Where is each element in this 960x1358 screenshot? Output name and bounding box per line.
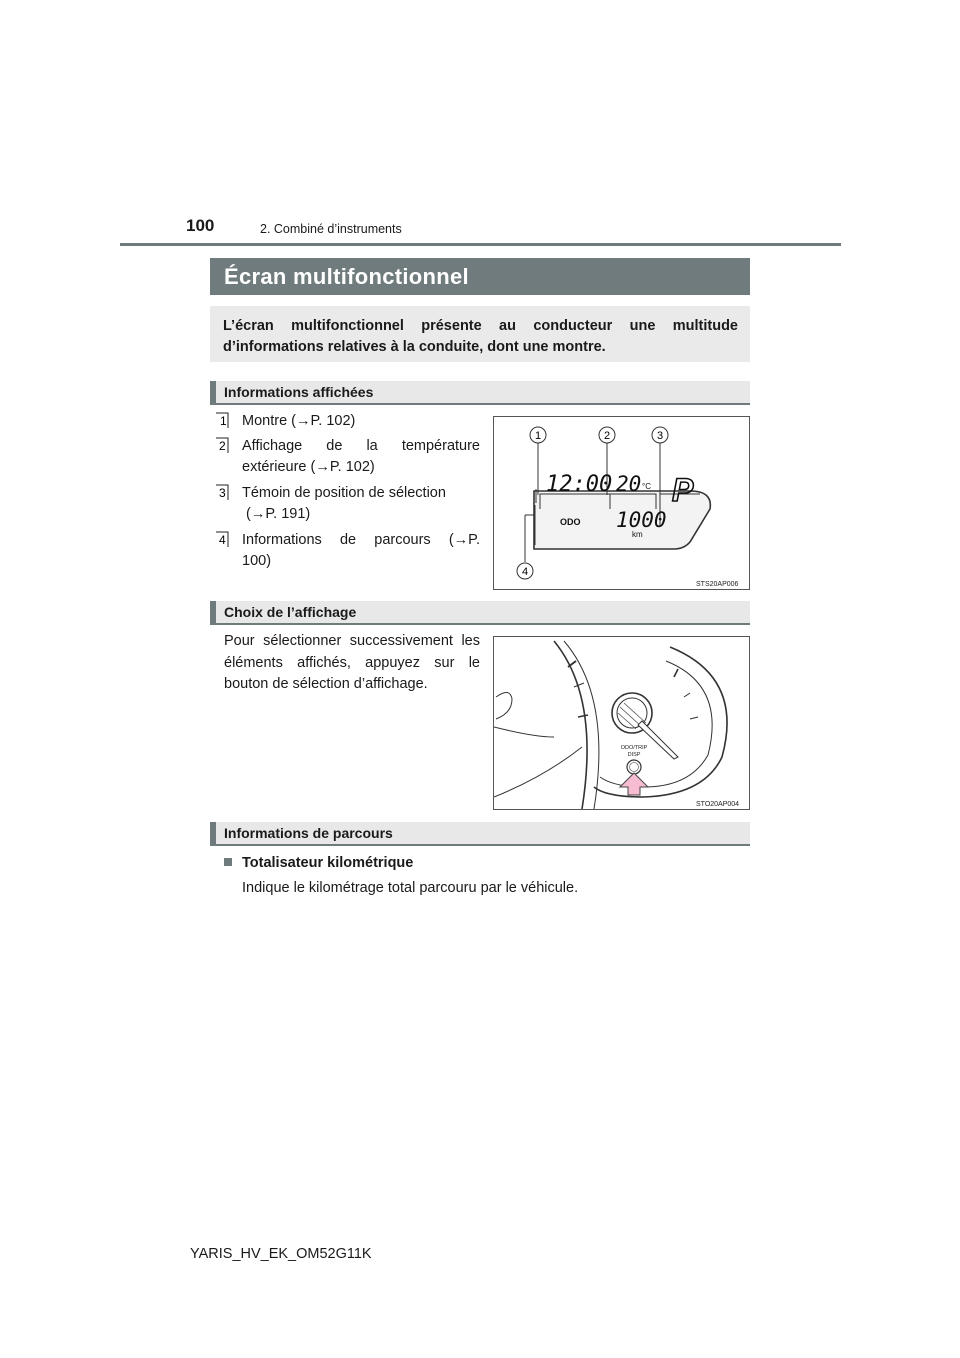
callout-4: [517, 563, 533, 579]
temperature-readout: 20: [616, 472, 642, 496]
list-item-3-text-1: Témoin de position de sélection: [242, 485, 446, 501]
list-item-2-text-2: extérieure (→P. 102): [242, 459, 375, 475]
number-2-icon: [215, 437, 229, 454]
choice-text-line-3: bouton de sélection d’affichage.: [224, 676, 428, 692]
callout-1: [530, 427, 546, 443]
list-item-4: [215, 530, 480, 572]
callout-3: [652, 427, 668, 443]
callout-2: [599, 427, 615, 443]
gear-indicator: P: [672, 472, 694, 508]
section-header-trip: Informations de parcours: [210, 822, 750, 846]
cluster-illustration: [494, 637, 749, 809]
figure-code: STS20AP006: [696, 581, 739, 588]
odo-readout: 1000: [616, 508, 667, 532]
section-header-choice: Choix de l’affichage: [210, 601, 750, 625]
list-item-2: [215, 436, 480, 478]
list-item-3-text-2: (→P. 191): [246, 506, 311, 522]
intro-line-1: L’écran multifonctionnel présente au conducteur une multitude: [223, 318, 738, 334]
list-item-3: [215, 483, 480, 525]
clock-readout: 12:00: [546, 472, 613, 497]
temperature-unit: °C: [642, 482, 651, 491]
display-figure: [493, 416, 750, 590]
odometer-heading-text: Totalisateur kilométrique: [242, 855, 414, 871]
svg-text:3: 3: [656, 430, 664, 442]
button-label-odo-trip: ODO/TRIP: [620, 745, 648, 751]
odometer-heading: [224, 855, 413, 871]
svg-text:4: 4: [521, 566, 529, 578]
svg-text:1: 1: [220, 414, 227, 428]
button-label-disp: DISP: [627, 752, 641, 758]
intro-box: [210, 306, 750, 362]
footer-code: YARIS_HV_EK_OM52G11K: [190, 1246, 372, 1262]
page-number: 100: [186, 216, 215, 235]
square-bullet-icon: [224, 858, 232, 866]
list-item-1: [215, 411, 480, 432]
odo-trip-button: [627, 760, 641, 774]
figure-code: STO20AP004: [696, 801, 740, 808]
odometer-description: Indique le kilométrage total parcouru par le véhicule.: [242, 880, 579, 896]
arrow-up-icon: [620, 773, 648, 795]
chapter-title: 2. Combiné d’instruments: [260, 222, 402, 236]
list-item-2-text-1: Affichage de la température: [242, 438, 480, 454]
svg-text:3: 3: [219, 486, 226, 500]
page-title: Écran multifonctionnel: [210, 258, 750, 295]
section-header-info: Informations affichées: [210, 381, 750, 405]
choice-text-line-1: Pour sélectionner successivement les: [224, 633, 480, 649]
cluster-figure: [493, 636, 750, 810]
list-item-4-text-2: 100): [242, 553, 272, 569]
number-4-icon: [215, 531, 229, 548]
list-item-1-text: Montre (→P. 102): [242, 413, 356, 429]
choice-text-line-2: éléments affichés, appuyez sur le: [224, 654, 480, 671]
svg-text:2: 2: [603, 430, 611, 442]
odo-label: ODO: [560, 517, 581, 527]
header-rule: [120, 243, 841, 246]
number-3-icon: [215, 484, 229, 501]
svg-text:4: 4: [219, 533, 226, 547]
intro-line-2: d’informations relatives à la conduite, dont une montre.: [223, 339, 606, 355]
svg-text:1: 1: [534, 430, 542, 442]
list-item-4-text-1: Informations de parcours (→P.: [242, 532, 480, 548]
svg-text:2: 2: [219, 439, 226, 453]
odo-unit: km: [632, 530, 643, 539]
number-1-icon: [215, 412, 229, 429]
display-illustration: [494, 417, 749, 589]
choice-description: [224, 631, 480, 696]
